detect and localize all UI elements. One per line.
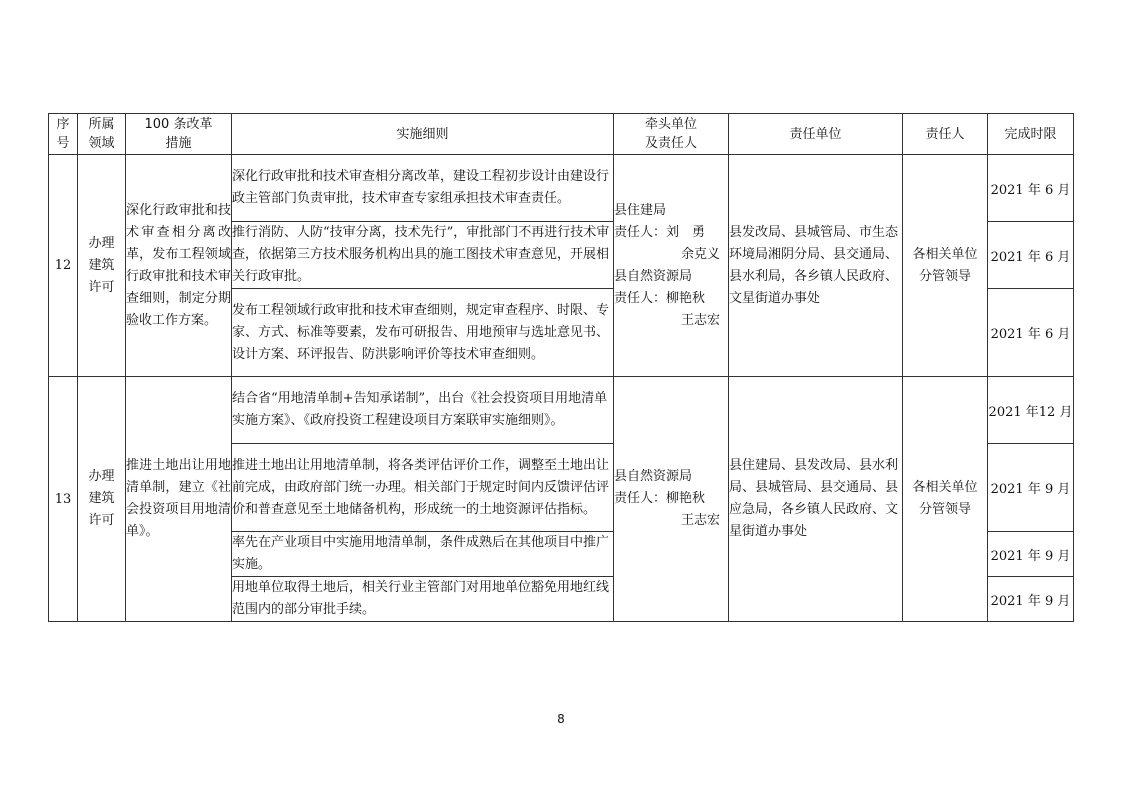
responsible-person: 各相关单位 分管领导 <box>903 377 988 622</box>
lead-person: 责任人：刘 勇 <box>614 224 706 240</box>
deadline: 2021 年12 月 <box>988 377 1074 444</box>
table-row <box>49 377 1074 444</box>
detail-cell: 发布工程领域行政审批和技术审查细则，规定审查程序、时限、专家、方式、标准等要素，发布可研报告、用地预审与选址意见书、设计方案、环评报告、防洪影响评价等技术审查细则。 <box>232 289 614 377</box>
header-resp-unit: 责任单位 <box>729 114 903 155</box>
header-no: 序 号 <box>49 114 78 155</box>
detail-cell: 推进土地出让用地清单制，将各类评估评价工作，调整至土地出让前完成，由政府部门统一办理。相关部门于规定时间内反馈评估评价和普查意见至土地储备机构，形成统一的土地资源评估指标。 <box>232 444 614 532</box>
lead-unit: 县住建局 <box>614 202 667 218</box>
lead-person: 王志宏 <box>680 312 720 328</box>
table-row <box>49 155 1074 222</box>
header-detail: 实施细则 <box>232 114 614 155</box>
lead-unit-cell <box>614 377 729 622</box>
row-number: 13 <box>49 377 78 622</box>
lead-person: 责任人：柳艳秋 <box>614 491 706 506</box>
row-area: 办理 建筑 许可 <box>78 155 126 377</box>
deadline: 2021 年 6 月 <box>988 222 1074 289</box>
detail-cell: 推行消防、人防“技审分离，技术先行”，审批部门不再进行技术审查，依据第三方技术服务机构出具的施工图技术审查意见，开展相关行政审批。 <box>232 222 614 289</box>
row-number: 12 <box>49 155 78 377</box>
lead-unit: 县自然资源局 <box>614 469 693 484</box>
row-measure: 深化行政审批和技术审查相分离改革，发布工程领域行政审批和技术审查细则，制定分期验收工作方案。 <box>126 155 232 377</box>
reform-table <box>48 113 1074 622</box>
header-area: 所属 领域 <box>78 114 126 155</box>
responsible-unit: 县住建局、县发改局、县水利局、县城管局、县交通局、县应急局，各乡镇人民政府、文星街道办事处 <box>729 377 903 622</box>
header-person: 责任人 <box>903 114 988 155</box>
lead-unit-cell <box>614 155 729 377</box>
deadline: 2021 年 9 月 <box>988 532 1074 577</box>
lead-person: 责任人：柳艳秋 <box>614 290 706 306</box>
lead-unit: 县自然资源局 <box>614 268 693 284</box>
header-lead: 牵头单位 及责任人 <box>614 114 729 155</box>
detail-cell: 深化行政审批和技术审查相分离改革，建设工程初步设计由建设行政主管部门负责审批，技术审查专家组承担技术审查责任。 <box>232 155 614 222</box>
lead-person: 王志宏 <box>680 513 720 528</box>
deadline: 2021 年 6 月 <box>988 289 1074 377</box>
header-deadline: 完成时限 <box>988 114 1074 155</box>
header-measure: 100 条改革 措施 <box>126 114 232 155</box>
detail-cell: 用地单位取得土地后，相关行业主管部门对用地单位豁免用地红线范围内的部分审批手续。 <box>232 577 614 622</box>
deadline: 2021 年 6 月 <box>988 155 1074 222</box>
header-row <box>49 114 1074 155</box>
row-measure: 推进土地出让用地清单制，建立《社会投资项目用地清单》。 <box>126 377 232 622</box>
row-area: 办理 建筑 许可 <box>78 377 126 622</box>
responsible-person: 各相关单位 分管领导 <box>903 155 988 377</box>
detail-cell: 结合省“用地清单制+告知承诺制”，出台《社会投资项目用地清单实施方案》、《政府投资工程建设项目方案联审实施细则》。 <box>232 377 614 444</box>
page-number: 8 <box>557 712 565 726</box>
responsible-unit: 县发改局、县城管局、市生态环境局湘阴分局、县交通局、县水利局，各乡镇人民政府、文星街道办事处 <box>729 155 903 377</box>
deadline: 2021 年 9 月 <box>988 444 1074 532</box>
detail-cell: 率先在产业项目中实施用地清单制，条件成熟后在其他项目中推广实施。 <box>232 532 614 577</box>
deadline: 2021 年 9 月 <box>988 577 1074 622</box>
lead-person: 余克义 <box>680 246 720 262</box>
